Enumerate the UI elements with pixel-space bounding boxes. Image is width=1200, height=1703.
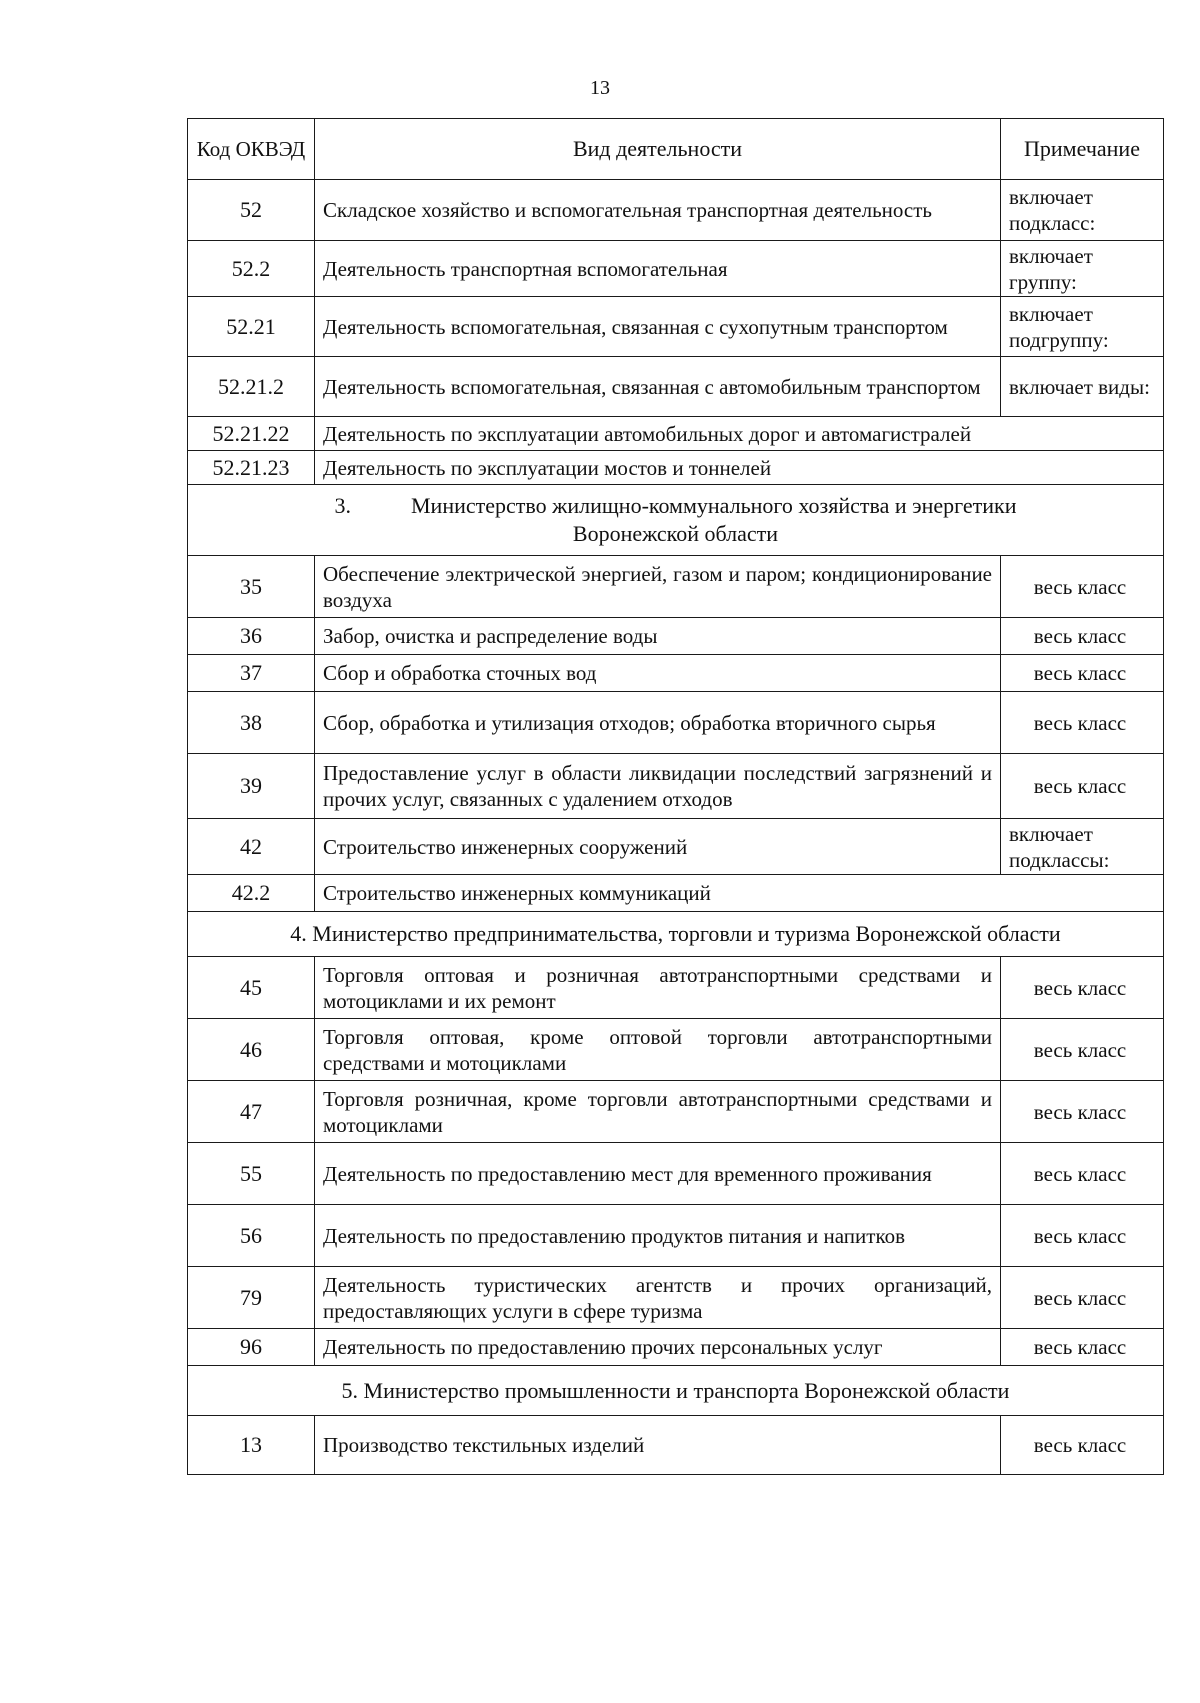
activity-name: Строительство инженерных сооружений xyxy=(315,819,1001,875)
table-row xyxy=(188,1081,1164,1143)
okved-code: 42 xyxy=(188,819,315,875)
table-row xyxy=(188,1019,1164,1081)
table-row xyxy=(188,1205,1164,1267)
activity-name: Складское хозяйство и вспомогательная транспортная деятельность xyxy=(315,180,1001,241)
note: включает подклассы: xyxy=(1001,819,1164,875)
okved-table xyxy=(187,118,1164,1475)
header-code: Код ОКВЭД xyxy=(188,119,315,180)
note: весь класс xyxy=(1001,1081,1164,1143)
okved-code: 36 xyxy=(188,618,315,655)
okved-code: 52 xyxy=(188,180,315,241)
note: включает виды: xyxy=(1001,357,1164,417)
table-row xyxy=(188,241,1164,297)
note: весь класс xyxy=(1001,1143,1164,1205)
activity-name: Торговля розничная, кроме торговли автотранспортными средствами и мотоциклами xyxy=(315,1081,1001,1143)
activity-name: Деятельность по эксплуатации мостов и тоннелей xyxy=(315,451,1164,485)
activity-name: Деятельность по предоставлению мест для временного проживания xyxy=(315,1143,1001,1205)
table-row xyxy=(188,1267,1164,1329)
note: весь класс xyxy=(1001,1416,1164,1475)
header-note: Примечание xyxy=(1001,119,1164,180)
activity-name: Торговля оптовая, кроме оптовой торговли автотранспортными средствами и мотоциклами xyxy=(315,1019,1001,1081)
table-row xyxy=(188,957,1164,1019)
okved-code: 13 xyxy=(188,1416,315,1475)
activity-name: Деятельность по эксплуатации автомобильных дорог и автомагистралей xyxy=(315,417,1164,451)
section-4-heading: 4. Министерство предпринимательства, торговли и туризма Воронежской области xyxy=(188,912,1164,957)
note: весь класс xyxy=(1001,754,1164,819)
okved-code: 35 xyxy=(188,556,315,618)
activity-name: Обеспечение электрической энергией, газом и паром; кондиционирование воздуха xyxy=(315,556,1001,618)
activity-name: Деятельность вспомогательная, связанная с сухопутным транспортом xyxy=(315,297,1001,357)
table-row xyxy=(188,618,1164,655)
okved-code: 96 xyxy=(188,1329,315,1366)
table-row xyxy=(188,819,1164,875)
section-row xyxy=(188,485,1164,556)
table-row xyxy=(188,180,1164,241)
okved-code: 79 xyxy=(188,1267,315,1329)
okved-code: 37 xyxy=(188,655,315,692)
table-row xyxy=(188,556,1164,618)
note: включает подгруппу: xyxy=(1001,297,1164,357)
activity-name: Деятельность по предоставлению прочих персональных услуг xyxy=(315,1329,1001,1366)
okved-code: 52.21 xyxy=(188,297,315,357)
note: весь класс xyxy=(1001,1205,1164,1267)
okved-code: 47 xyxy=(188,1081,315,1143)
okved-code: 52.21.23 xyxy=(188,451,315,485)
okved-code: 46 xyxy=(188,1019,315,1081)
note: весь класс xyxy=(1001,692,1164,754)
table-row xyxy=(188,1143,1164,1205)
okved-code: 56 xyxy=(188,1205,315,1267)
section-number: 3. xyxy=(334,493,351,518)
okved-code: 52.2 xyxy=(188,241,315,297)
table-row xyxy=(188,875,1164,912)
activity-name: Сбор и обработка сточных вод xyxy=(315,655,1001,692)
table-header-row xyxy=(188,119,1164,180)
note: весь класс xyxy=(1001,1329,1164,1366)
section-title: Министерство промышленности и транспорта Воронежской области xyxy=(363,1377,1010,1403)
activity-name: Деятельность транспортная вспомогательная xyxy=(315,241,1001,297)
note: весь класс xyxy=(1001,957,1164,1019)
activity-name: Торговля оптовая и розничная автотранспортными средствами и мотоциклами и их ремонт xyxy=(315,957,1001,1019)
okved-code: 55 xyxy=(188,1143,315,1205)
note: включает группу: xyxy=(1001,241,1164,297)
section-row xyxy=(188,1366,1164,1416)
table-row xyxy=(188,754,1164,819)
okved-code: 39 xyxy=(188,754,315,819)
activity-name: Деятельность туристических агентств и прочих организаций, предоставляющих услуги в сфере туризма xyxy=(315,1267,1001,1329)
section-title-line1: Министерство жилищно-коммунального хозяйства и энергетики xyxy=(411,493,1017,518)
note: включает подкласс: xyxy=(1001,180,1164,241)
activity-name: Строительство инженерных коммуникаций xyxy=(315,875,1164,912)
activity-name: Сбор, обработка и утилизация отходов; обработка вторичного сырья xyxy=(315,692,1001,754)
table-row xyxy=(188,655,1164,692)
activity-name: Деятельность вспомогательная, связанная с автомобильным транспортом xyxy=(315,357,1001,417)
note: весь класс xyxy=(1001,618,1164,655)
note: весь класс xyxy=(1001,1019,1164,1081)
okved-code: 45 xyxy=(188,957,315,1019)
activity-name: Предоставление услуг в области ликвидации последствий загрязнений и прочих услуг, связанных с удалением отходов xyxy=(315,754,1001,819)
table-row xyxy=(188,297,1164,357)
activity-name: Деятельность по предоставлению продуктов питания и напитков xyxy=(315,1205,1001,1267)
okved-code: 52.21.2 xyxy=(188,357,315,417)
okved-code: 42.2 xyxy=(188,875,315,912)
section-title-line2: Воронежской области xyxy=(572,521,779,546)
note: весь класс xyxy=(1001,1267,1164,1329)
activity-name: Производство текстильных изделий xyxy=(315,1416,1001,1475)
table-row xyxy=(188,1329,1164,1366)
note: весь класс xyxy=(1001,655,1164,692)
header-activity: Вид деятельности xyxy=(315,119,1001,180)
okved-code: 52.21.22 xyxy=(188,417,315,451)
okved-code: 38 xyxy=(188,692,315,754)
table-row xyxy=(188,417,1164,451)
section-row xyxy=(188,912,1164,957)
table-row xyxy=(188,692,1164,754)
note: весь класс xyxy=(1001,556,1164,618)
activity-name: Забор, очистка и распределение воды xyxy=(315,618,1001,655)
table-row xyxy=(188,451,1164,485)
page-number: 13 xyxy=(590,77,610,99)
section-3-heading xyxy=(188,485,1164,556)
table-row xyxy=(188,1416,1164,1475)
section-number: 5. xyxy=(341,1377,359,1403)
section-5-heading xyxy=(188,1366,1164,1416)
table-row xyxy=(188,357,1164,417)
